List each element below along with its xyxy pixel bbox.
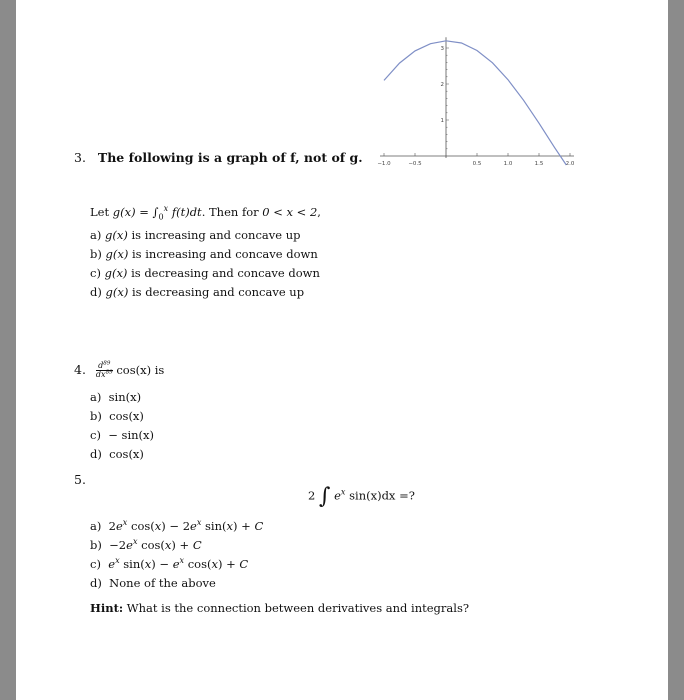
x-tick-label: 2.0 bbox=[565, 161, 575, 167]
question-5-option-b[interactable]: $b) -2e^x$ cos(x) + C bbox=[90, 537, 202, 552]
question-3-prompt: Let $g(x) = \int_0^x$ f(t)dt. Then for 0 < x < 2, bbox=[90, 204, 321, 222]
y-tick-label: 3 bbox=[440, 46, 444, 52]
x-tick-label: 1.0 bbox=[503, 161, 513, 167]
question-5-option-a[interactable]: a) $2e^x$ $\cos(x) - 2e^x$ sin(x) + C bbox=[90, 518, 264, 533]
x-tick-label: 0.5 bbox=[472, 161, 482, 167]
question-4-option-a[interactable]: a) sin(x) bbox=[90, 390, 142, 404]
question-4-expression: cos(x) is bbox=[112, 363, 165, 377]
question-3-option-a[interactable]: a) g(x) is increasing and concave up bbox=[90, 228, 301, 242]
question-5-integral: 2 ∫ $e^x$ sin(x)dx =? bbox=[308, 484, 415, 509]
question-4-option-d[interactable]: d) cos(x) bbox=[90, 447, 144, 461]
question-3-option-d[interactable]: d) g(x) is decreasing and concave up bbox=[90, 285, 305, 299]
document-page bbox=[16, 0, 668, 700]
x-tick-label: −1.0 bbox=[377, 161, 391, 167]
question-5-option-c[interactable]: c) $e^x$ $\sin(x) - e^x$ cos(x) + C bbox=[90, 556, 249, 571]
question-4-number: 4. bbox=[74, 362, 86, 377]
question-4-option-b[interactable]: b) cos(x) bbox=[90, 409, 144, 423]
question-3-option-c[interactable]: c) g(x) is decreasing and concave down bbox=[90, 266, 320, 280]
question-5-hint: Hint: What is the connection between derivatives and integrals? bbox=[90, 601, 470, 615]
question-5-number: 5. bbox=[74, 472, 86, 487]
question-3-heading bbox=[74, 150, 363, 165]
question-3-number: 3. bbox=[74, 150, 86, 165]
question-3-title: The following is a graph of f, not of g. bbox=[97, 150, 363, 165]
question-3-option-b[interactable]: b) g(x) is increasing and concave down bbox=[90, 247, 318, 261]
y-tick-label: 2 bbox=[440, 82, 444, 88]
question-4-option-c[interactable]: c) − sin(x) bbox=[90, 428, 154, 442]
question-4-heading bbox=[74, 362, 164, 379]
function-graph bbox=[352, 30, 575, 170]
curve-f bbox=[384, 41, 566, 165]
derivative-fraction: $\frac{d^{89}}{dx^{89}}$ bbox=[95, 360, 113, 379]
question-5-option-d[interactable]: d) None of the above bbox=[90, 576, 216, 590]
x-tick-label: 1.5 bbox=[534, 161, 544, 167]
y-tick-label: 1 bbox=[440, 118, 444, 124]
x-tick-label: −0.5 bbox=[408, 161, 422, 167]
integral-sign: ∫ bbox=[318, 484, 331, 509]
